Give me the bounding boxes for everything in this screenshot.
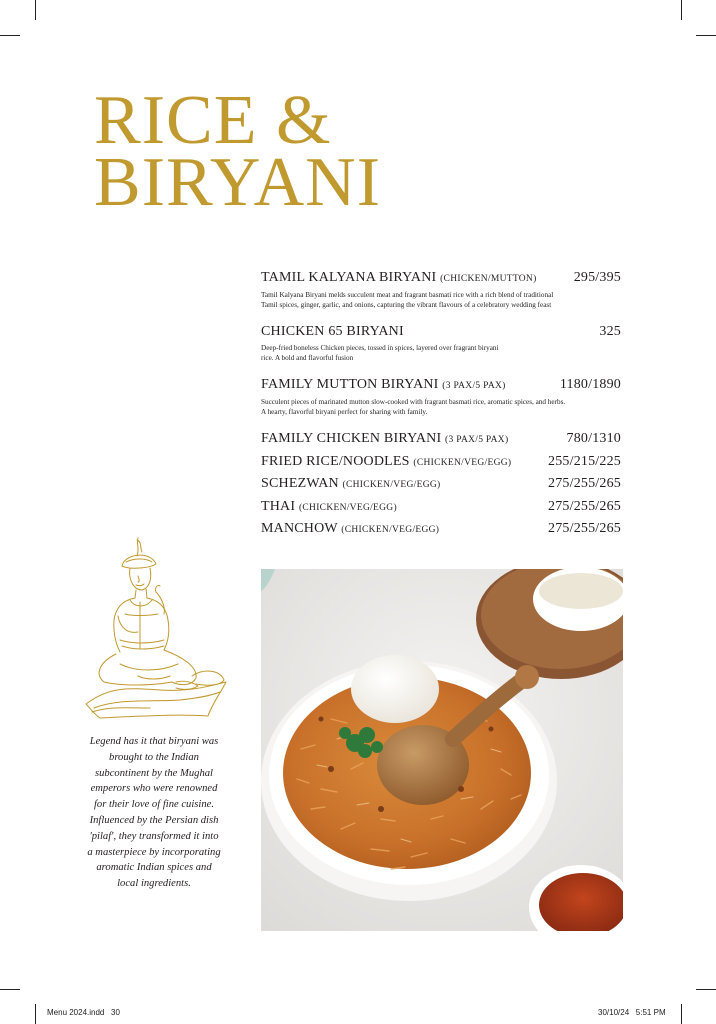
item-variant: (3 PAX/5 PAX) [445,435,509,445]
crop-mark [0,35,20,36]
crop-mark [0,989,20,990]
page-title [94,82,382,221]
item-name: MANCHOW [261,521,338,536]
item-name: SCHEZWAN [261,476,339,491]
item-description: Tamil Kalyana Biryani melds succulent meat and fragrant basmati rice with a rich blend of traditional Tamil spices, ginger, garlic, and onions, capturing the vibrant flavours of a celebratory wedding feast [261,291,554,309]
menu-item-family-mutton-biryani [261,375,621,417]
item-variant: (CHICKEN/MUTTON) [440,274,537,284]
item-price: 780/1310 [566,431,621,446]
menu-item-chicken-65-biryani [261,322,621,363]
item-name: FAMILY MUTTON BIRYANI [261,377,439,392]
item-variant: (CHICKEN/VEG/EGG) [298,502,397,513]
menu-item-fried-rice-noodles [261,452,621,473]
item-name: FRIED RICE/NOODLES [261,453,410,469]
menu-list [261,268,621,542]
menu-item-family-chicken-biryani [261,429,621,450]
item-variant: (CHICKEN/VEG/EGG) [341,525,440,535]
page-title-line-2: BIRYANI [94,144,382,221]
crop-mark [681,0,682,20]
page-title-line-1: RICE & [94,82,332,159]
crop-mark [35,1004,36,1024]
item-name: CHICKEN 65 BIRYANI [261,324,404,339]
item-description: Succulent pieces of marinated mutton slow-cooked with fragrant basmati rice, aromatic spices, and herbs. A hearty, flavorful biryani perfect for sharing with family. [261,398,566,416]
item-price: 1180/1890 [559,377,621,392]
item-price: 325 [599,324,621,339]
item-variant: (3 PAX/5 PAX) [442,381,506,391]
menu-item-tamil-kalyana-biryani [261,268,621,310]
item-price: 275/255/265 [548,498,621,514]
item-name: THAI [261,498,296,514]
biryani-photo [261,569,623,931]
item-price: 255/215/225 [548,453,621,469]
biryani-legend-note: Legend has it that biryani was brought to the Indian subcontinent by the Mughal emperors who were renowned for their love of fine cuisine. Influenced by the Persian dish 'pilaf', they transformed it into a masterpiece by incorporating aromatic Indian spices and local ingredients. [87,736,221,890]
crop-mark [696,35,716,36]
footer-timestamp: 30/10/24 5:51 PM [598,1008,666,1017]
item-variant: (CHICKEN/VEG/EGG) [342,480,441,490]
item-price: 295/395 [573,270,621,285]
mughal-emperor-illustration [80,536,230,722]
item-price: 275/255/265 [548,521,621,536]
item-description: Deep-fried boneless Chicken pieces, tossed in spices, layered over fragrant biryani rice. A bold and flavorful fusion [261,344,499,362]
menu-item-thai [261,497,621,518]
item-name: TAMIL KALYANA BIRYANI [261,270,437,285]
crop-mark [681,1004,682,1024]
footer-file-label: Menu 2024.indd 30 [47,1008,120,1017]
menu-item-schezwan [261,474,621,495]
item-name: FAMILY CHICKEN BIRYANI [261,431,442,446]
item-variant: (CHICKEN/VEG/EGG) [413,457,512,468]
menu-item-manchow [261,519,621,540]
item-price: 275/255/265 [548,476,621,491]
crop-mark [35,0,36,20]
crop-mark [696,989,716,990]
